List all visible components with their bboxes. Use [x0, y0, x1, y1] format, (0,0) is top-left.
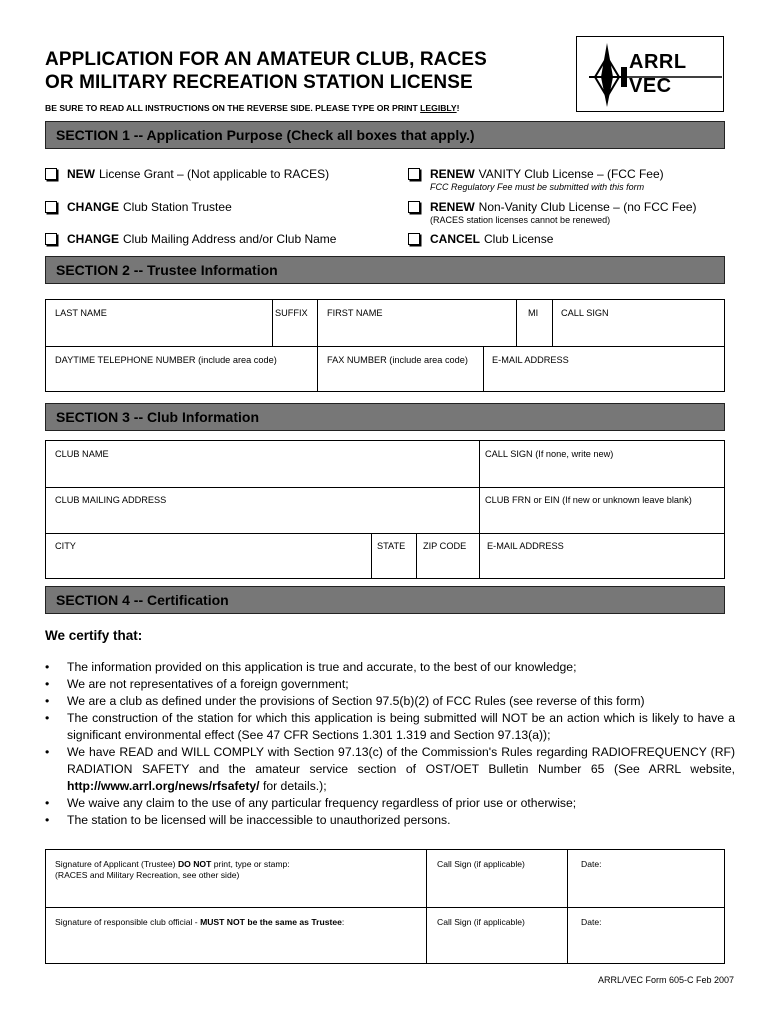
club-mailing-address-field[interactable]: CLUB MAILING ADDRESS: [55, 495, 167, 505]
title-line-1: APPLICATION FOR AN AMATEUR CLUB, RACES: [45, 49, 487, 70]
list-item: • We have READ and WILL COMPLY with Section 97.13(c) of the Commission's Rules regarding RADIOFREQUENCY (RF) RADIATION SAFETY and the amateur service section of OST/OET Bulletin Number 65 (See ARRL website, http://www.arrl.org/news/rfsafety/ for details.);: [45, 744, 735, 795]
state-field[interactable]: STATE: [377, 541, 406, 551]
form-title: [45, 48, 565, 94]
zip-field[interactable]: ZIP CODE: [423, 541, 467, 551]
certification-list: [45, 659, 735, 829]
logo-text-vec: VEC: [629, 75, 672, 97]
rf-safety-link[interactable]: http://www.arrl.org/news/rfsafety/: [67, 779, 260, 793]
vanity-fee-note: FCC Regulatory Fee must be submitted with this form: [430, 182, 645, 192]
list-item: • We are a club as defined under the provisions of Section 97.5(b)(2) of FCC Rules (see reverse of this form): [45, 693, 735, 710]
suffix-field[interactable]: SUFFIX: [275, 308, 308, 318]
checkbox[interactable]: [408, 168, 420, 180]
club-call-sign-field[interactable]: CALL SIGN (If none, write new): [485, 449, 614, 459]
section-1-header: SECTION 1 -- Application Purpose (Check all boxes that apply.): [45, 121, 725, 149]
option-new-license[interactable]: NEW License Grant – (Not applicable to RACES): [45, 167, 329, 181]
checkbox[interactable]: [408, 233, 420, 245]
phone-field[interactable]: DAYTIME TELEPHONE NUMBER (include area code): [55, 355, 277, 365]
city-field[interactable]: CITY: [55, 541, 76, 551]
trustee-email-field[interactable]: E-MAIL ADDRESS: [492, 355, 569, 365]
form-footer: ARRL/VEC Form 605-C Feb 2007: [597, 975, 734, 985]
section-4-header: SECTION 4 -- Certification: [45, 586, 725, 614]
instructions: BE SURE TO READ ALL INSTRUCTIONS ON THE REVERSE SIDE. PLEASE TYPE OR PRINT LEGIBLY!: [45, 103, 460, 113]
club-info-table: [45, 440, 725, 579]
certify-heading: We certify that:: [45, 628, 143, 643]
fax-field[interactable]: FAX NUMBER (include area code): [327, 355, 468, 365]
mi-field[interactable]: MI: [528, 308, 539, 318]
official-date-field[interactable]: Date:: [581, 917, 602, 927]
list-item: • The station to be licensed will be inaccessible to unauthorized persons.: [45, 812, 735, 829]
trustee-info-table: [45, 299, 725, 392]
list-item: • The construction of the station for which this application is being submitted will NOT be an action which is likely to have a significant environmental effect (See 47 CFR Sections 1.301 1.319 and Section 97.13(a));: [45, 710, 735, 744]
races-renew-note: (RACES station licenses cannot be renewed): [430, 215, 611, 225]
option-renew-vanity[interactable]: RENEW VANITY Club License – (FCC Fee): [408, 167, 664, 181]
list-item: • The information provided on this application is true and accurate, to the best of our knowledge;: [45, 659, 735, 676]
applicant-date-field[interactable]: Date:: [581, 859, 602, 869]
signature-table: [45, 849, 725, 964]
checkbox[interactable]: [45, 201, 57, 213]
official-call-sign-field[interactable]: Call Sign (if applicable): [437, 917, 525, 927]
last-name-field[interactable]: LAST NAME: [55, 308, 107, 318]
option-change-address[interactable]: CHANGE Club Mailing Address and/or Club Name: [45, 232, 336, 246]
list-item: • We waive any claim to the use of any particular frequency regardless of prior use or otherwise;: [45, 795, 735, 812]
club-frn-field[interactable]: CLUB FRN or EIN (If new or unknown leave blank): [485, 495, 692, 505]
option-renew-nonvanity[interactable]: RENEW Non-Vanity Club License – (no FCC Fee): [408, 200, 697, 214]
club-email-field[interactable]: E-MAIL ADDRESS: [487, 541, 564, 551]
option-cancel-license[interactable]: CANCEL Club License: [408, 232, 553, 246]
club-name-field[interactable]: CLUB NAME: [55, 449, 109, 459]
official-signature-field[interactable]: Signature of responsible club official - MUST NOT be the same as Trustee:: [55, 917, 345, 927]
list-item: • We are not representatives of a foreign government;: [45, 676, 735, 693]
option-change-trustee[interactable]: CHANGE Club Station Trustee: [45, 200, 232, 214]
applicant-signature-field[interactable]: Signature of Applicant (Trustee) DO NOT print, type or stamp: (RACES and Military Recreation, see other side): [55, 859, 290, 880]
first-name-field[interactable]: FIRST NAME: [327, 308, 383, 318]
trustee-call-sign-field[interactable]: CALL SIGN: [561, 308, 609, 318]
checkbox[interactable]: [45, 168, 57, 180]
section-2-header: SECTION 2 -- Trustee Information: [45, 256, 725, 284]
arrl-vec-logo: [576, 36, 724, 112]
checkbox[interactable]: [408, 201, 420, 213]
logo-text-arrl: ARRL: [629, 51, 687, 73]
checkbox[interactable]: [45, 233, 57, 245]
applicant-call-sign-field[interactable]: Call Sign (if applicable): [437, 859, 525, 869]
title-line-2: OR MILITARY RECREATION STATION LICENSE: [45, 72, 473, 93]
section-3-header: SECTION 3 -- Club Information: [45, 403, 725, 431]
